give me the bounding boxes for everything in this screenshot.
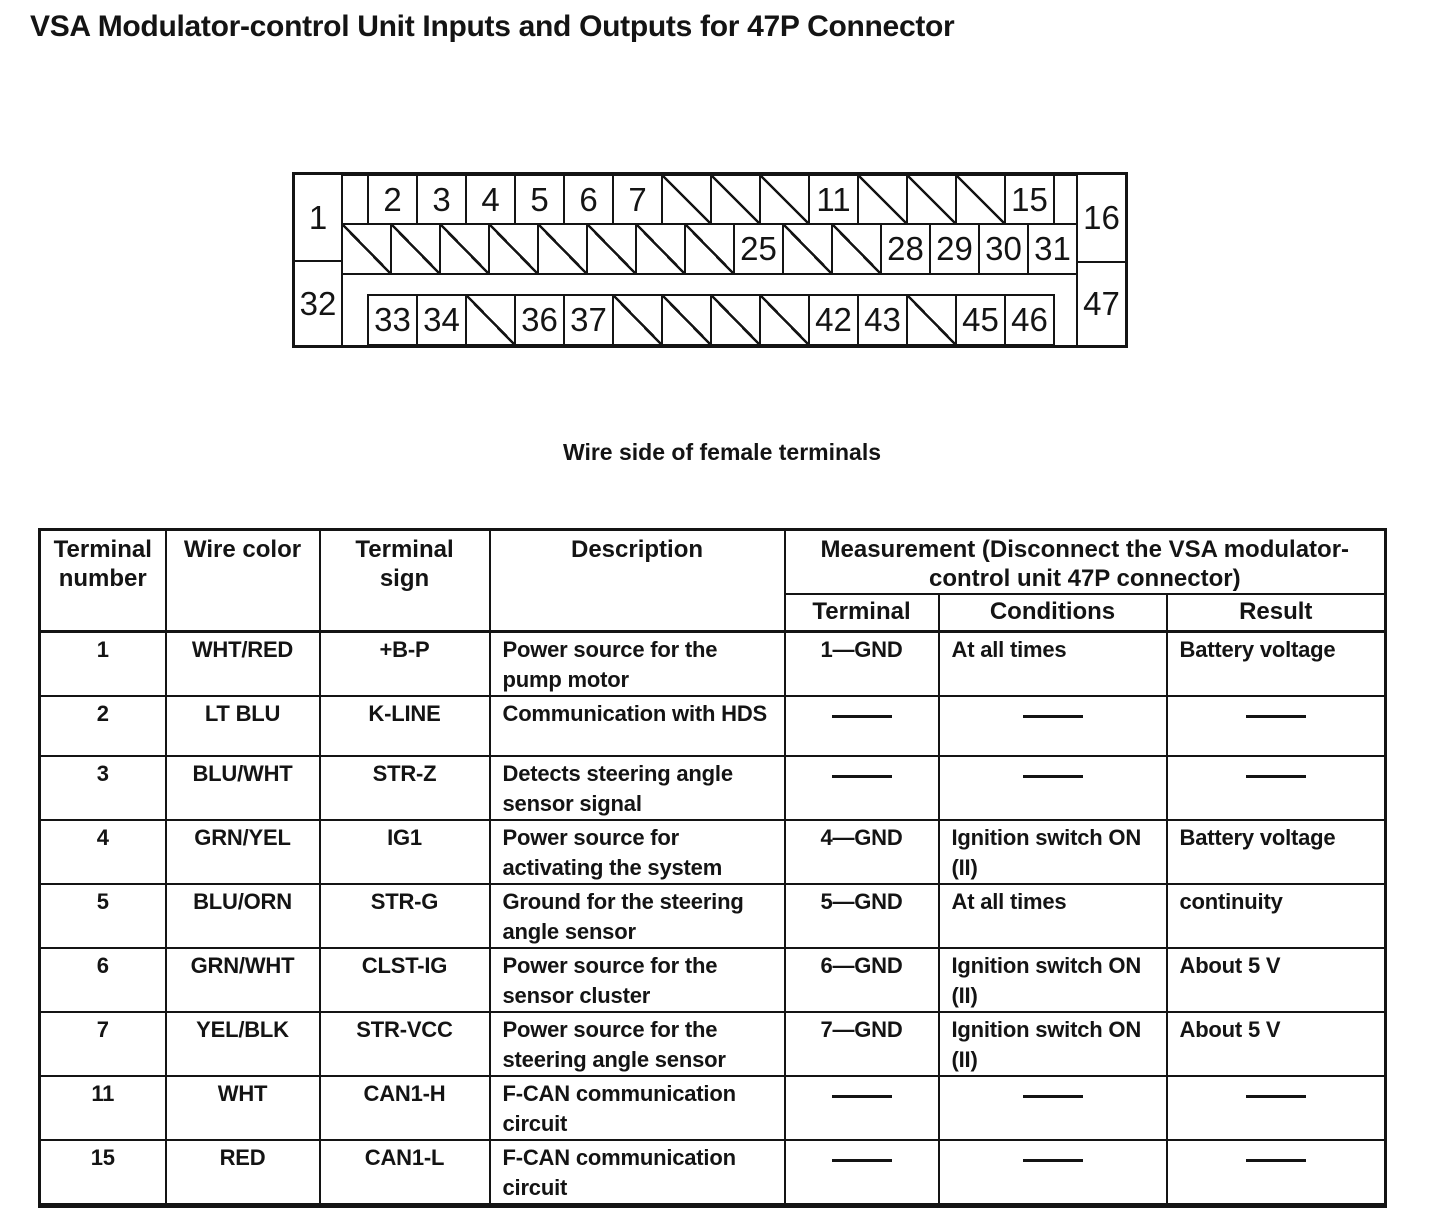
cell-measure-terminal: 1—GND bbox=[785, 631, 939, 696]
cell-terminal-number: 5 bbox=[40, 884, 166, 948]
connector-pin-unused bbox=[684, 223, 735, 275]
cell-terminal-sign: CAN1-L bbox=[320, 1140, 490, 1206]
cell-wire-color: WHT bbox=[166, 1076, 320, 1140]
connector-pin-43: 43 bbox=[857, 294, 908, 346]
cell-wire-color: GRN/YEL bbox=[166, 820, 320, 884]
column-header-wire-color: Wire color bbox=[166, 530, 320, 632]
cell-result: About 5 V bbox=[1167, 1012, 1386, 1076]
connector-pin-row-top bbox=[341, 174, 1078, 225]
cell-result: Battery voltage bbox=[1167, 820, 1386, 884]
cell-conditions bbox=[939, 696, 1167, 756]
connector-pin-4: 4 bbox=[465, 174, 516, 225]
connector-pin-unused bbox=[465, 294, 516, 346]
cell-result: continuity bbox=[1167, 884, 1386, 948]
cell-result bbox=[1167, 756, 1386, 820]
connector-pin-unused bbox=[955, 174, 1006, 225]
connector-pin-unused bbox=[759, 174, 810, 225]
connector-pin-6: 6 bbox=[563, 174, 614, 225]
cell-conditions: Ignition switch ON (II) bbox=[939, 820, 1167, 884]
cell-terminal-sign: STR-VCC bbox=[320, 1012, 490, 1076]
connector-pin-47: 47 bbox=[1076, 263, 1125, 345]
cell-measure-terminal bbox=[785, 756, 939, 820]
cell-measure-terminal bbox=[785, 1140, 939, 1206]
cell-measure-terminal: 4—GND bbox=[785, 820, 939, 884]
cell-terminal-number: 7 bbox=[40, 1012, 166, 1076]
page-title: VSA Modulator-control Unit Inputs and Outputs for 47P Connector bbox=[30, 10, 955, 43]
cell-description: Power source for the pump motor bbox=[490, 631, 785, 696]
pinout-table bbox=[38, 528, 1387, 1208]
cell-result bbox=[1167, 696, 1386, 756]
cell-result bbox=[1167, 1076, 1386, 1140]
connector-pin-11: 11 bbox=[808, 174, 859, 225]
connector-pin-unused bbox=[439, 223, 490, 275]
cell-measure-terminal bbox=[785, 1076, 939, 1140]
cell-description: Power source for activating the system bbox=[490, 820, 785, 884]
connector-pin-34: 34 bbox=[416, 294, 467, 346]
connector-pin-unused bbox=[341, 223, 392, 275]
connector-pin-unused bbox=[661, 174, 712, 225]
table-row bbox=[40, 820, 1386, 884]
connector-pin-30: 30 bbox=[978, 223, 1029, 275]
column-header-result: Result bbox=[1167, 594, 1386, 631]
cell-conditions bbox=[939, 1140, 1167, 1206]
connector-pin-15: 15 bbox=[1004, 174, 1055, 225]
column-header-terminal-number-label: Terminal number bbox=[53, 536, 152, 592]
connector-pin-42: 42 bbox=[808, 294, 859, 346]
connector-pin-unused bbox=[906, 174, 957, 225]
connector-pin-unused bbox=[710, 174, 761, 225]
connector-pin-unused bbox=[906, 294, 957, 346]
table-row bbox=[40, 756, 1386, 820]
cell-description: Power source for the sensor cluster bbox=[490, 948, 785, 1012]
connector-pin-29: 29 bbox=[929, 223, 980, 275]
connector-pin-unused bbox=[537, 223, 588, 275]
cell-terminal-sign: CLST-IG bbox=[320, 948, 490, 1012]
cell-description: Detects steering angle sensor signal bbox=[490, 756, 785, 820]
connector-pin-1: 1 bbox=[295, 175, 343, 262]
cell-terminal-sign: +B-P bbox=[320, 631, 490, 696]
cell-terminal-number: 15 bbox=[40, 1140, 166, 1206]
connector-pin-36: 36 bbox=[514, 294, 565, 346]
table-row bbox=[40, 884, 1386, 948]
cell-description: F-CAN communication circuit bbox=[490, 1140, 785, 1206]
cell-conditions bbox=[939, 756, 1167, 820]
connector-pin-33: 33 bbox=[367, 294, 418, 346]
table-row bbox=[40, 1140, 1386, 1206]
cell-description: Ground for the steering angle sensor bbox=[490, 884, 785, 948]
connector-pin-5: 5 bbox=[514, 174, 565, 225]
table-row bbox=[40, 1076, 1386, 1140]
connector-pin-unused bbox=[488, 223, 539, 275]
cell-terminal-number: 6 bbox=[40, 948, 166, 1012]
cell-measure-terminal: 5—GND bbox=[785, 884, 939, 948]
cell-terminal-number: 1 bbox=[40, 631, 166, 696]
connector-pin-32: 32 bbox=[295, 262, 343, 345]
connector-pin-16: 16 bbox=[1076, 175, 1125, 263]
table-row bbox=[40, 1012, 1386, 1076]
cell-wire-color: BLU/ORN bbox=[166, 884, 320, 948]
table-row bbox=[40, 696, 1386, 756]
cell-description: F-CAN communication circuit bbox=[490, 1076, 785, 1140]
cell-conditions: Ignition switch ON (II) bbox=[939, 1012, 1167, 1076]
table-row bbox=[40, 948, 1386, 1012]
connector-pin-unused bbox=[390, 223, 441, 275]
cell-conditions bbox=[939, 1076, 1167, 1140]
connector-pin-unused bbox=[831, 223, 882, 275]
cell-measure-terminal: 6—GND bbox=[785, 948, 939, 1012]
cell-result bbox=[1167, 1140, 1386, 1206]
column-header-conditions: Conditions bbox=[939, 594, 1167, 631]
connector-pin-28: 28 bbox=[880, 223, 931, 275]
connector-pin-45: 45 bbox=[955, 294, 1006, 346]
cell-terminal-number: 11 bbox=[40, 1076, 166, 1140]
cell-conditions: Ignition switch ON (II) bbox=[939, 948, 1167, 1012]
column-header-description: Description bbox=[490, 530, 785, 632]
cell-description: Power source for the steering angle sensor bbox=[490, 1012, 785, 1076]
connector-pin-row-bottom bbox=[367, 294, 1055, 346]
connector-pin-37: 37 bbox=[563, 294, 614, 346]
connector-diagram bbox=[292, 172, 1128, 348]
connector-pin-unused bbox=[635, 223, 686, 275]
connector-pin-unused bbox=[710, 294, 761, 346]
cell-wire-color: BLU/WHT bbox=[166, 756, 320, 820]
cell-result: About 5 V bbox=[1167, 948, 1386, 1012]
cell-wire-color: RED bbox=[166, 1140, 320, 1206]
cell-description: Communication with HDS bbox=[490, 696, 785, 756]
cell-terminal-sign: CAN1-H bbox=[320, 1076, 490, 1140]
cell-terminal-number: 4 bbox=[40, 820, 166, 884]
cell-terminal-sign: IG1 bbox=[320, 820, 490, 884]
column-header-measure-terminal: Terminal bbox=[785, 594, 939, 631]
column-header-measurement: Measurement (Disconnect the VSA modulator-control unit 47P connector) bbox=[785, 530, 1386, 595]
connector-pin-unused bbox=[857, 174, 908, 225]
column-header-terminal-sign-label: Terminal sign bbox=[355, 536, 454, 592]
connector-pin-25: 25 bbox=[733, 223, 784, 275]
table-row bbox=[40, 631, 1386, 696]
connector-pin-7: 7 bbox=[612, 174, 663, 225]
connector-pin-31: 31 bbox=[1027, 223, 1078, 275]
cell-conditions: At all times bbox=[939, 884, 1167, 948]
connector-pin-blank bbox=[1053, 174, 1078, 225]
connector-pin-row-middle bbox=[341, 223, 1078, 275]
column-header-terminal-sign bbox=[320, 530, 490, 632]
cell-measure-terminal bbox=[785, 696, 939, 756]
cell-wire-color: YEL/BLK bbox=[166, 1012, 320, 1076]
cell-conditions: At all times bbox=[939, 631, 1167, 696]
cell-terminal-number: 2 bbox=[40, 696, 166, 756]
cell-terminal-number: 3 bbox=[40, 756, 166, 820]
connector-pin-46: 46 bbox=[1004, 294, 1055, 346]
connector-pin-unused bbox=[612, 294, 663, 346]
cell-terminal-sign: STR-Z bbox=[320, 756, 490, 820]
cell-wire-color: WHT/RED bbox=[166, 631, 320, 696]
cell-result: Battery voltage bbox=[1167, 631, 1386, 696]
connector-pin-unused bbox=[782, 223, 833, 275]
connector-caption: Wire side of female terminals bbox=[562, 439, 882, 465]
connector-pin-unused bbox=[759, 294, 810, 346]
cell-wire-color: LT BLU bbox=[166, 696, 320, 756]
column-header-terminal-number bbox=[40, 530, 166, 632]
connector-pin-2: 2 bbox=[367, 174, 418, 225]
connector-pin-blank bbox=[341, 174, 369, 225]
connector-pin-unused bbox=[586, 223, 637, 275]
connector-pin-unused bbox=[661, 294, 712, 346]
cell-wire-color: GRN/WHT bbox=[166, 948, 320, 1012]
cell-terminal-sign: K-LINE bbox=[320, 696, 490, 756]
cell-terminal-sign: STR-G bbox=[320, 884, 490, 948]
cell-measure-terminal: 7—GND bbox=[785, 1012, 939, 1076]
connector-pin-3: 3 bbox=[416, 174, 467, 225]
